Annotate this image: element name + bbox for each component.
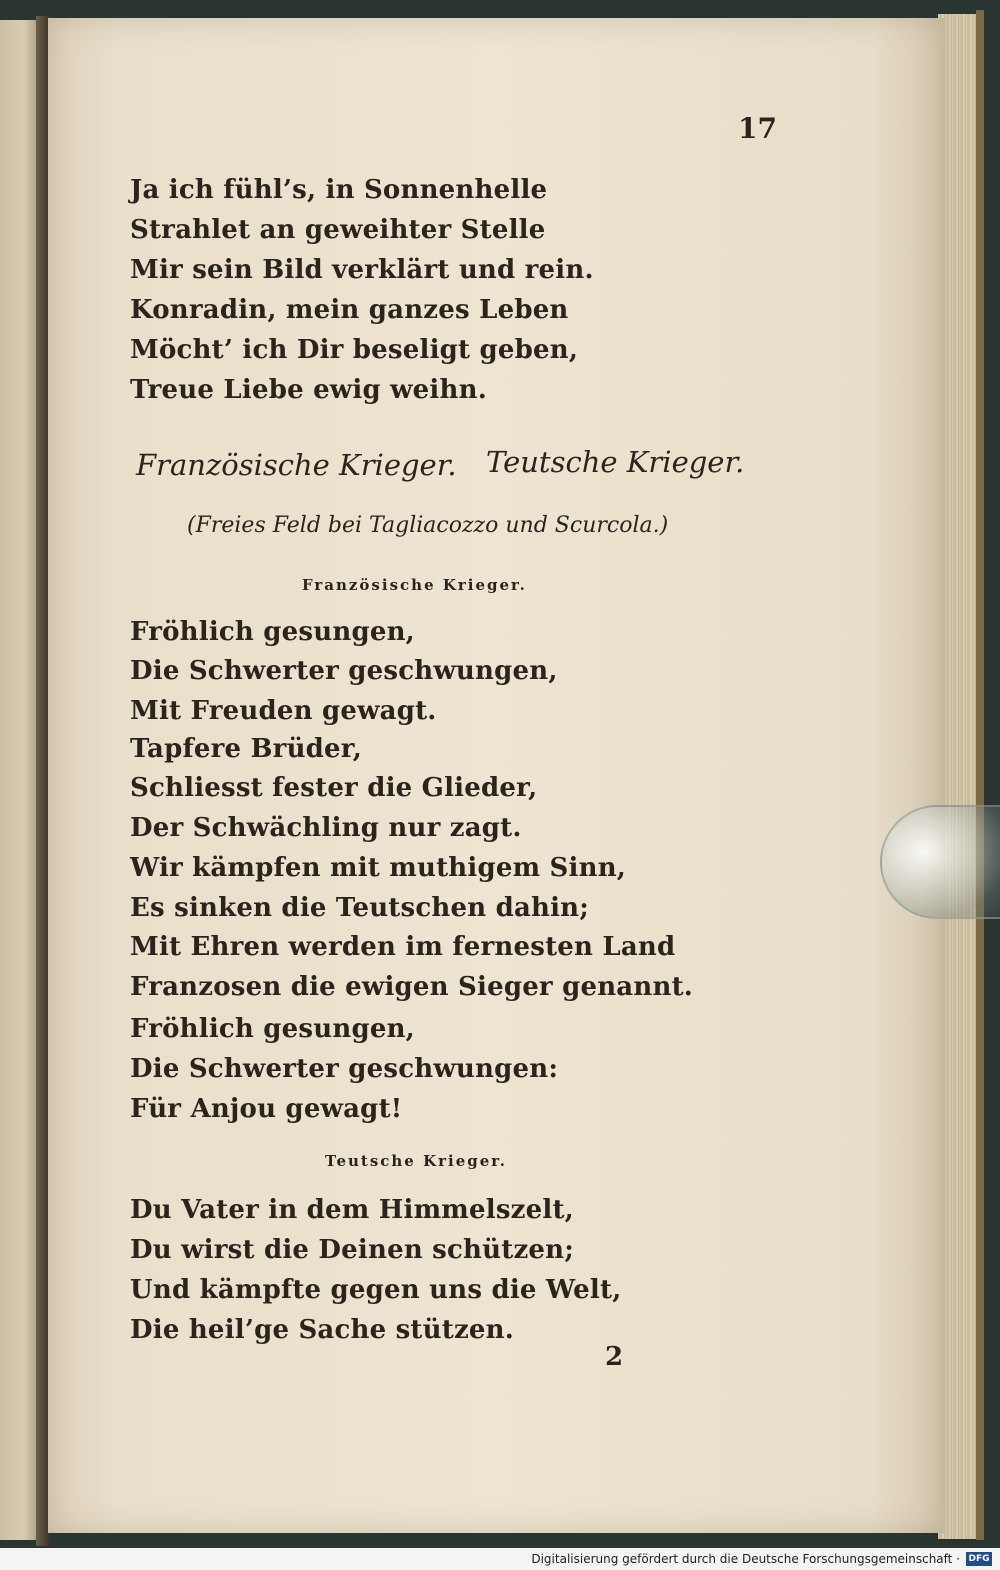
verse-line: Möcht’ ich Dir beseligt geben, — [130, 335, 579, 365]
section-title-german: Teutsche Krieger. — [486, 445, 745, 479]
verse-line: Konradin, mein ganzes Leben — [130, 295, 569, 325]
page-number: 17 — [738, 112, 777, 145]
verse-line: Mit Ehren werden im fernesten Land — [130, 932, 676, 962]
verse-line: Und kämpfte gegen uns die Welt, — [130, 1275, 622, 1305]
verse-line: Schliesst fester die Glieder, — [130, 773, 538, 803]
verse-line: Mir sein Bild verklärt und rein. — [130, 255, 594, 285]
speaker-heading-french: Französische Krieger. — [302, 576, 527, 594]
verse-line: Ja ich fühl’s, in Sonnenhelle — [130, 175, 548, 205]
verse-line: Es sinken die Teutschen dahin; — [130, 893, 590, 923]
verse-line: Die Schwerter geschwungen, — [130, 656, 558, 686]
verse-line: Strahlet an geweihter Stelle — [130, 215, 546, 245]
verse-line: Fröhlich gesungen, — [130, 617, 415, 647]
page-clip — [880, 805, 1000, 919]
section-title-french: Französische Krieger. — [136, 448, 457, 482]
dfg-logo-icon: DFG — [966, 1552, 992, 1566]
verse-line: Der Schwächling nur zagt. — [130, 813, 522, 843]
verse-line: Treue Liebe ewig weihn. — [130, 375, 487, 405]
verse-line: Franzosen die ewigen Sieger genannt. — [130, 972, 694, 1002]
left-page-edge — [0, 20, 40, 1540]
footer-bar — [0, 1548, 1000, 1570]
speaker-heading-german: Teutsche Krieger. — [325, 1152, 508, 1170]
verse-line: Du wirst die Deinen schützen; — [130, 1235, 575, 1265]
cover-edge — [976, 10, 984, 1540]
verse-line: Für Anjou gewagt! — [130, 1094, 403, 1124]
verse-line: Du Vater in dem Himmelszelt, — [130, 1195, 574, 1225]
stage-direction: (Freies Feld bei Tagliacozzo und Scurcola.) — [187, 513, 669, 538]
verse-line: Fröhlich gesungen, — [130, 1014, 415, 1044]
verse-line: Die heil’ge Sache stützen. — [130, 1315, 515, 1345]
signature-mark: 2 — [605, 1342, 624, 1372]
verse-line: Wir kämpfen mit muthigem Sinn, — [130, 853, 627, 883]
verse-line: Tapfere Brüder, — [130, 734, 363, 764]
footer-credit: Digitalisierung gefördert durch die Deutsche Forschungsgemeinschaft · — [531, 1552, 960, 1566]
verse-line: Die Schwerter geschwungen: — [130, 1054, 559, 1084]
verse-line: Mit Freuden gewagt. — [130, 696, 437, 726]
